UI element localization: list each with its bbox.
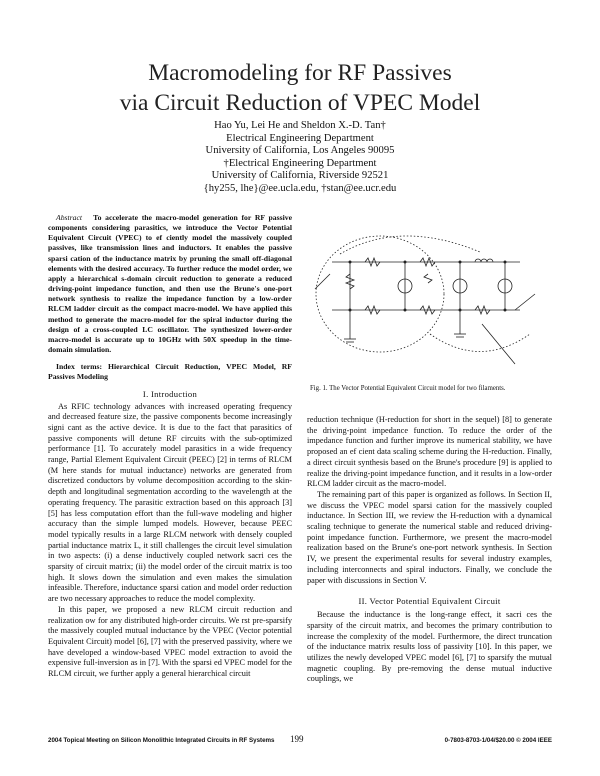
page-number: 199 bbox=[290, 734, 304, 744]
right-paragraph-2: The remaining part of this paper is organized as follows. In Section II, we discuss the VPEC model sparsi cation for the massively coupled inductance. In Section III, we review the H-reduction with a dynamical scaling technique to generate the numerical stable and reduced driving-point impedance function. Furthermore, we present the macro-model realization based on the Brune's one-port network synthesis. In Section IV, we present the experimental results for several industry examples, including interconnects and spiral inductors. Finally, we conclude the paper with discussions in Section V. bbox=[307, 489, 552, 585]
right-paragraph-1: reduction technique (H-reduction for short in the sequel) [8] to generate the driving-point impedance function. To reduce the order of the impedance function and further improve its numerical stability, we have proposed an ef cient data scaling scheme during the H-reduction. Finally, a direct circuit synthesis based on the Brune's procedure [9] is applied to realize the driving-point impedance function, and it results in a low-order RLCM ladder circuit as the macro-model. bbox=[307, 415, 552, 489]
author-emails: {hy255, lhe}@ee.ucla.edu, †stan@ee.ucr.edu bbox=[203, 182, 397, 194]
footer-copyright: 0-7803-8703-1/04/$20.00 © 2004 IEEE bbox=[444, 737, 552, 744]
affiliation-univ-2: University of California, Riverside 92521 bbox=[211, 170, 389, 182]
section-1-heading: I. Introduction bbox=[142, 388, 198, 399]
affiliation-dept-2: †Electrical Engineering Department bbox=[223, 157, 377, 169]
title-line-2: via Circuit Reduction of VPEC Model bbox=[119, 90, 481, 116]
paper-title bbox=[0, 58, 600, 118]
vpec-circuit-diagram bbox=[310, 214, 550, 374]
footer-conference: 2004 Topical Meeting on Silicon Monolithic Integrated Circuits in RF Systems bbox=[48, 737, 275, 744]
affiliation-univ-1: University of California, Los Angeles 90095 bbox=[205, 145, 395, 157]
title-line-1: Macromodeling for RF Passives bbox=[148, 60, 452, 86]
abstract-text: To accelerate the macro-model generation for RF passive components considering parasitics, we introduce the Vector Potential Equivalent Circuit (VPEC) to ef ciently model the massively coupled passives, like transmission lines and inductors. It enables the passive sparsi cation of the inductance matrix by pruning the small off-diagonal elements with the desired accuracy. To further reduce the model order, we apply a hierarchical s-domain circuit reduction to generate a reduced driving-point impedance function, and then use the Brune's one-port network synthesis to realize the impedance function by a low-order RLCM ladder circuit as the compact macro-model. We have applied this method to generate the macro-model for the spiral inductor during the design of a cross-coupled LC oscillator. The synthesized lower-order macro-model is accurate up to 10GHz with 50X speedup in the time-domain simulation. bbox=[48, 213, 293, 355]
index-terms: Index terms: Hierarchical Circuit Reduction, VPEC Model, RF Passives Modeling bbox=[48, 362, 292, 382]
figure-1-caption: Fig. 1. The Vector Potential Equivalent Circuit model for two filaments. bbox=[310, 385, 506, 392]
right-column bbox=[307, 415, 552, 685]
intro-paragraph-1: As RFIC technology advances with increased operating frequency and decreased feature size, the passive components become increasingly signi cant as the active device. It is due to the fact that parasitics of passive components will detune RF circuits with the sub-optimized performance [1]. To accurately model parasitics in a wide frequency range, Partial Element Equivalent Circuit (PEEC) [2] in terms of RLCM (M here stands for mutual inductance) networks are generated from discretized conductors by volume decomposition according to the skin-depth and longitudinal segmentation according to the wavelength at the operating frequency. The parasitic extraction based on this approach [3] [5] has less computation effort than the full-wave modeling and higher accuracy than the simple lumped models. However, because PEEC model typically results in a large RLCM network with densely coupled partial inductance matrix L, it still challenges the circuit level simulation in two aspects: (i) a dense inductively coupled network sacri ces the sparsity of circuit matrix; (ii) the model order of the circuit matrix is too high. It slows down the simulation and even makes the simulation infeasible. Therefore, inductance sparsi cation and model order reduction are two necessary approaches to reduce the model complexity. bbox=[48, 401, 292, 604]
section-2-heading: II. Vector Potential Equivalent Circuit bbox=[358, 596, 501, 607]
intro-paragraph-2: In this paper, we proposed a new RLCM circuit reduction and realization ow for any distributed high-order circuits. We rst pre-sparsify the massively coupled mutual inductance by the VPEC (Vector potential Equivalent Circuit) model [6], [7] with the preserved passivity, where we have developed a window-based VPEC model extraction to avoid the expensive full-inversion as in [7]. With the sparsi ed VPEC model for the RLCM circuit, we further apply a general hierarchical circuit bbox=[48, 604, 292, 679]
section-2-paragraph: Because the inductance is the long-range effect, it sacri ces the sparsity of the circuit matrix, and becomes the primary contribution to increase the complexity of the model. Furthermore, the direct truncation of the inductance matrix results loss of passivity [10]. In this paper, we utilizes the newly developed VPEC model [6], [7] to sparsify the mutual magnetic coupling. By pre-removing the dense mutual inductive couplings, we bbox=[307, 610, 552, 684]
left-column bbox=[48, 213, 292, 680]
author-names: Hao Yu, Lei He and Sheldon X.-D. Tan† bbox=[214, 120, 386, 131]
abstract-label: Abstract bbox=[56, 213, 83, 222]
author-block bbox=[0, 120, 600, 196]
figure-1 bbox=[310, 214, 550, 392]
abstract bbox=[48, 213, 292, 355]
affiliation-dept-1: Electrical Engineering Department bbox=[226, 132, 374, 144]
